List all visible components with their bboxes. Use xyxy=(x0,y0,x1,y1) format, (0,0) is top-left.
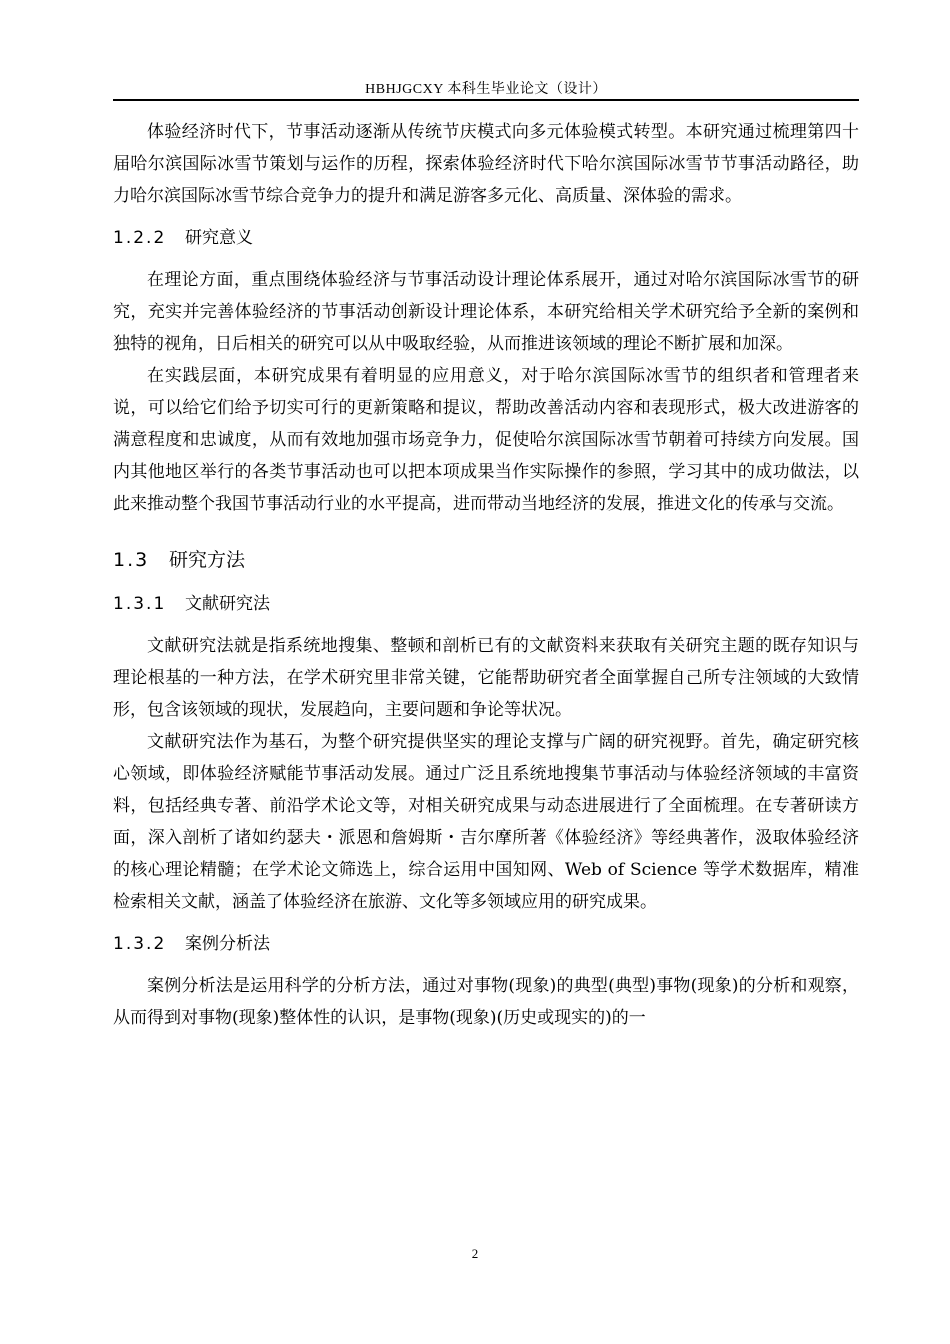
section-heading-1-3-1 xyxy=(113,588,859,620)
page-body xyxy=(113,116,859,1034)
paragraph-theory: 在理论方面，重点围绕体验经济与节事活动设计理论体系展开，通过对哈尔滨国际冰雪节的研究，充实并完善体验经济的节事活动创新设计理论体系，本研究给相关学术研究给予全新的案例和独特的视角，日后相关的研究可以从中吸取经验，从而推进该领域的理论不断扩展和加深。 xyxy=(113,270,859,354)
page-number: 2 xyxy=(471,1246,479,1261)
paragraph-literature-definition: 文献研究法就是指系统地搜集、整顿和剖析已有的文献资料来获取有关研究主题的既存知识与理论根基的一种方法，在学术研究里非常关键，它能帮助研究者全面掌握自己所专注领域的大致情形，包含该领域的现状，发展趋向，主要问题和争论等状况。 xyxy=(113,636,859,720)
section-number: 1.3.2 xyxy=(113,934,167,954)
paragraph-intro-summary: 体验经济时代下，节事活动逐渐从传统节庆模式向多元体验模式转型。本研究通过梳理第四十届哈尔滨国际冰雪节策划与运作的历程，探索体验经济时代下哈尔滨国际冰雪节节事活动路径，助力哈尔滨国际冰雪节综合竞争力的提升和满足游客多元化、高质量、深体验的需求。 xyxy=(113,122,859,206)
section-number: 1.3.1 xyxy=(113,594,167,614)
section-title: 研究意义 xyxy=(185,228,253,248)
section-heading-1-3-2 xyxy=(113,928,859,960)
paragraph-literature-application: 文献研究法作为基石，为整个研究提供坚实的理论支撑与广阔的研究视野。首先，确定研究核心领域，即体验经济赋能节事活动发展。通过广泛且系统地搜集节事活动与体验经济领域的丰富资料，包括经典专著、前沿学术论文等，对相关研究成果与动态进展进行了全面梳理。在专著研读方面，深入剖析了诸如约瑟夫・派恩和詹姆斯・吉尔摩所著《体验经济》等经典著作，汲取体验经济的核心理论精髓；在学术论文筛选上，综合运用中国知网、Web of Science 等学术数据库，精准检索相关文献，涵盖了体验经济在旅游、文化等多领域应用的研究成果。 xyxy=(113,732,859,912)
page-header: HBHJGCXY 本科生毕业论文（设计） xyxy=(365,82,607,97)
paragraph-case-analysis: 案例分析法是运用科学的分析方法，通过对事物(现象)的典型(典型)事物(现象)的分析和观察，从而得到对事物(现象)整体性的认识，是事物(现象)(历史或现实的)的一 xyxy=(113,976,859,1028)
section-heading-1-3 xyxy=(113,542,859,578)
section-title: 文献研究法 xyxy=(185,594,270,614)
paragraph-practice: 在实践层面，本研究成果有着明显的应用意义，对于哈尔滨国际冰雪节的组织者和管理者来说，可以给它们给予切实可行的更新策略和提议，帮助改善活动内容和表现形式，极大改进游客的满意程度和忠诚度，从而有效地加强市场竞争力，促使哈尔滨国际冰雪节朝着可持续方向发展。国内其他地区举行的各类节事活动也可以把本项成果当作实际操作的参照，学习其中的成功做法，以此来推动整个我国节事活动行业的水平提高，进而带动当地经济的发展，推进文化的传承与交流。 xyxy=(113,366,859,514)
section-number: 1.3 xyxy=(113,549,150,571)
header-divider xyxy=(113,99,859,101)
section-title: 研究方法 xyxy=(169,549,246,571)
section-heading-1-2-2 xyxy=(113,222,859,254)
section-title: 案例分析法 xyxy=(185,934,270,954)
section-number: 1.2.2 xyxy=(113,228,167,248)
